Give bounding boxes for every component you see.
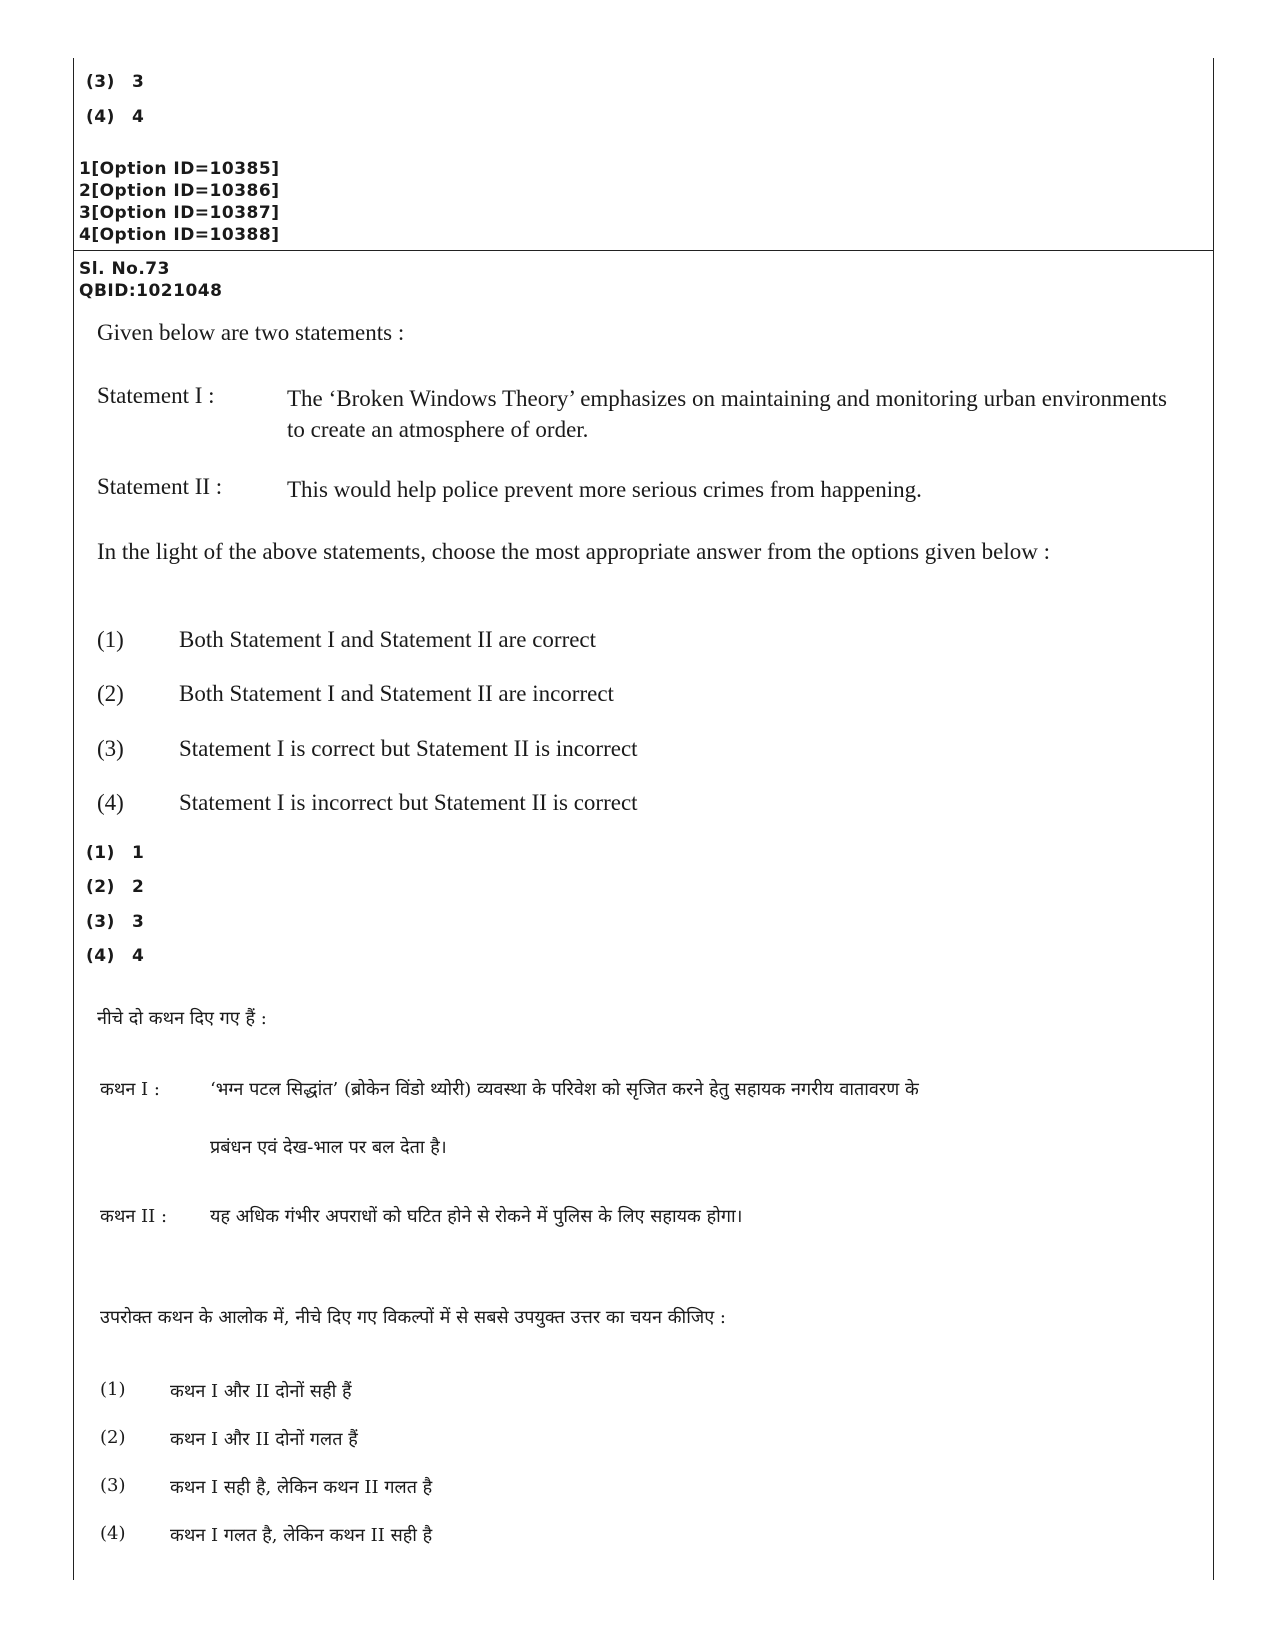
statement-2-label: Statement II : [97,474,223,499]
choice-1-number: (1) [97,627,124,652]
statement-1-text: The ‘Broken Windows Theory’ emphasizes on maintaining and monitoring urban environments to create an atmosphere of order. [287,386,1167,442]
hindi-choice-1-number: (1) [100,1379,126,1400]
option-value: 3 [132,912,145,932]
question-bank-id: QBID:1021048 [79,281,223,301]
statement-1-label: Statement I : [97,383,215,408]
hindi-choice-4-text: कथन I गलत है, लेकिन कथन II सही है [170,1525,433,1546]
choice-4-number: (4) [97,790,124,815]
option-id: 3[Option ID=10387] [79,203,280,223]
right-border [1213,58,1214,1580]
option-id: 1[Option ID=10385] [79,159,280,179]
option-id-list [79,158,279,246]
option-number: (2) [86,877,115,897]
option-id: 2[Option ID=10386] [79,181,280,201]
hindi-choice-1-text: कथन I और II दोनों सही हैं [170,1381,352,1402]
choice-3-number: (3) [97,736,124,761]
hindi-choice-3-number: (3) [100,1475,126,1496]
serial-number: Sl. No.73 [79,259,170,279]
hindi-statement-2-text: यह अधिक गंभीर अपराधों को घटित होने से रोकने में पुलिस के लिए सहायक होगा। [210,1206,743,1227]
choice-2-number: (2) [97,681,124,706]
option-value: 1 [132,843,145,863]
left-border [73,58,74,1580]
choice-1-text: Both Statement I and Statement II are correct [179,627,597,652]
hindi-statement-1-line-2: प्रबंधन एवं देख-भाल पर बल देता है। [210,1137,447,1158]
hindi-statement-2-label: कथन II : [100,1206,168,1227]
choice-4-text: Statement I is incorrect but Statement II is correct [179,790,638,815]
prev-option-3 [86,72,144,92]
hindi-choice-2-number: (2) [100,1427,126,1448]
option-number: (3) [86,72,115,92]
option-number: (3) [86,912,115,932]
option-number: (4) [86,946,115,966]
statement-2-text: This would help police prevent more serious crimes from happening. [287,477,922,502]
hindi-statement-1-label: कथन I : [100,1079,160,1100]
answer-option-2 [86,877,144,897]
prev-option-4 [86,107,144,127]
option-value: 3 [132,72,145,92]
option-value: 4 [132,946,145,966]
question-divider [73,250,1214,251]
choice-3-text: Statement I is correct but Statement II is incorrect [179,736,638,761]
hindi-question-prompt: उपरोक्त कथन के आलोक में, नीचे दिए गए विकल्पों में से सबसे उपयुक्त उत्तर का चयन कीजिए : [100,1307,726,1328]
question-intro: Given below are two statements : [97,320,405,345]
option-id: 4[Option ID=10388] [79,225,280,245]
option-number: (4) [86,107,115,127]
choice-2-text: Both Statement I and Statement II are incorrect [179,681,614,706]
question-header [79,258,222,302]
hindi-statement-1-line-1: ‘भग्न पटल सिद्धांत’ (ब्रोकेन विंडो थ्योरी) व्यवस्था के परिवेश को सृजित करने हेतु सहायक नगरीय वातावरण के [210,1079,919,1100]
hindi-choice-4-number: (4) [100,1523,126,1544]
option-value: 2 [132,877,145,897]
answer-option-3 [86,912,144,932]
hindi-choice-2-text: कथन I और II दोनों गलत हैं [170,1429,358,1450]
hindi-choice-3-text: कथन I सही है, लेकिन कथन II गलत है [170,1477,433,1498]
answer-option-1 [86,843,144,863]
option-number: (1) [86,843,115,863]
answer-option-4 [86,946,144,966]
hindi-question-intro: नीचे दो कथन दिए गए हैं : [97,1008,267,1029]
option-value: 4 [132,107,145,127]
question-prompt: In the light of the above statements, choose the most appropriate answer from the options given below : [97,539,1050,564]
